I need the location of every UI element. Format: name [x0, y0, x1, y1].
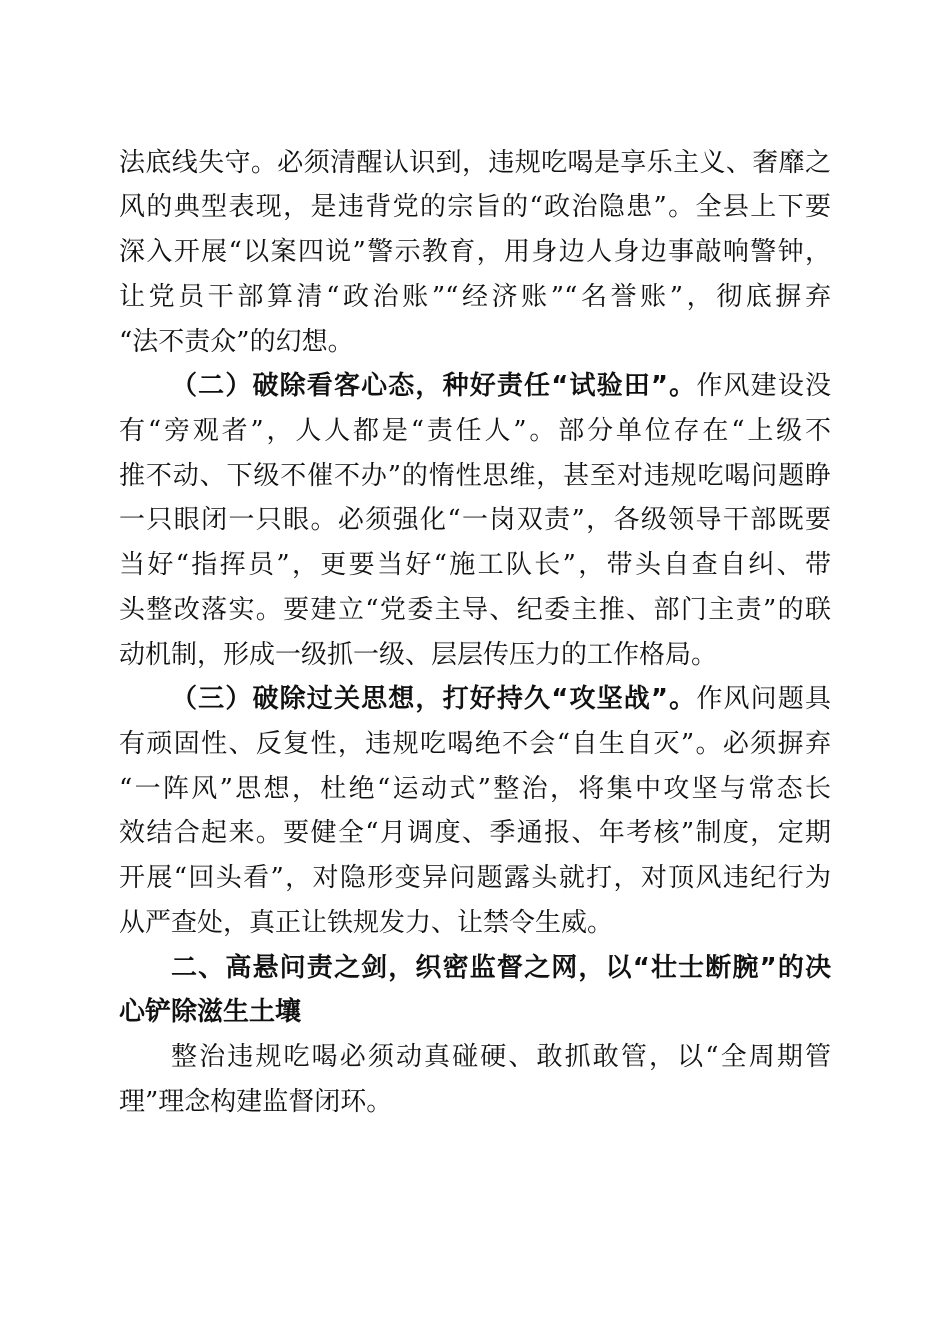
paragraph-line: 风的典型表现，是违背党的宗旨的“政治隐患”。全县上下要: [119, 192, 831, 222]
paragraph-line: 从严查处，真正让铁规发力、让禁令生威。: [119, 908, 614, 938]
paragraph-line: 有顽固性、反复性，违规吃喝绝不会“自生自灭”。必须摒弃: [119, 729, 831, 759]
paragraph-text: 作风建设没: [696, 371, 831, 401]
paragraph-line: 开展“回头看”，对隐形变异问题露头就打，对顶风违纪行为: [119, 863, 831, 893]
paragraph-line: 一只眼闭一只眼。必须强化“一岗双责”，各级领导干部既要: [119, 505, 831, 535]
paragraph-line: 深入开展“以案四说”警示教育，用身边人身边事敲响警钟，: [119, 237, 831, 267]
section-heading: 心铲除滋生土壤: [119, 997, 302, 1027]
paragraph-line: 当好“指挥员”，更要当好“施工队长”，带头自查自纠、带: [119, 550, 831, 580]
paragraph-line: 效结合起来。要健全“月调度、季通报、年考核”制度，定期: [119, 818, 831, 848]
paragraph-line: 头整改落实。要建立“党委主导、纪委主推、部门主责”的联: [119, 595, 831, 625]
paragraph-line: 动机制，形成一级抓一级、层层传压力的工作格局。: [119, 640, 718, 670]
paragraph-text: 作风问题具: [696, 684, 831, 714]
paragraph-line: “一阵风”思想，杜绝“运动式”整治，将集中攻坚与常态长: [119, 774, 831, 804]
paragraph-line: 理”理念构建监督闭环。: [119, 1087, 393, 1117]
paragraph-first-line: [171, 677, 831, 721]
section-heading: 二、高悬问责之剑，织密监督之网，以“壮士断腕”的决: [171, 953, 831, 983]
paragraph-line: 法底线失守。必须清醒认识到，违规吃喝是享乐主义、奢靡之: [119, 148, 831, 178]
paragraph-line: “法不责众”的幻想。: [119, 327, 354, 357]
paragraph-line: 推不动、下级不催不办”的惰性思维，甚至对违规吃喝问题睁: [119, 461, 831, 491]
paragraph-line: 让党员干部算清“政治账”“经济账”“名誉账”，彻底摒弃: [119, 282, 831, 312]
section-lead-heading: （三）破除过关思想，打好持久“攻坚战”。: [171, 684, 697, 714]
paragraph-line: 有“旁观者”，人人都是“责任人”。部分单位存在“上级不: [119, 416, 831, 446]
section-lead-heading: （二）破除看客心态，种好责任“试验田”。: [171, 371, 697, 401]
paragraph-line: 整治违规吃喝必须动真碰硬、敢抓敢管，以“全周期管: [171, 1042, 831, 1072]
paragraph-first-line: [171, 364, 831, 408]
